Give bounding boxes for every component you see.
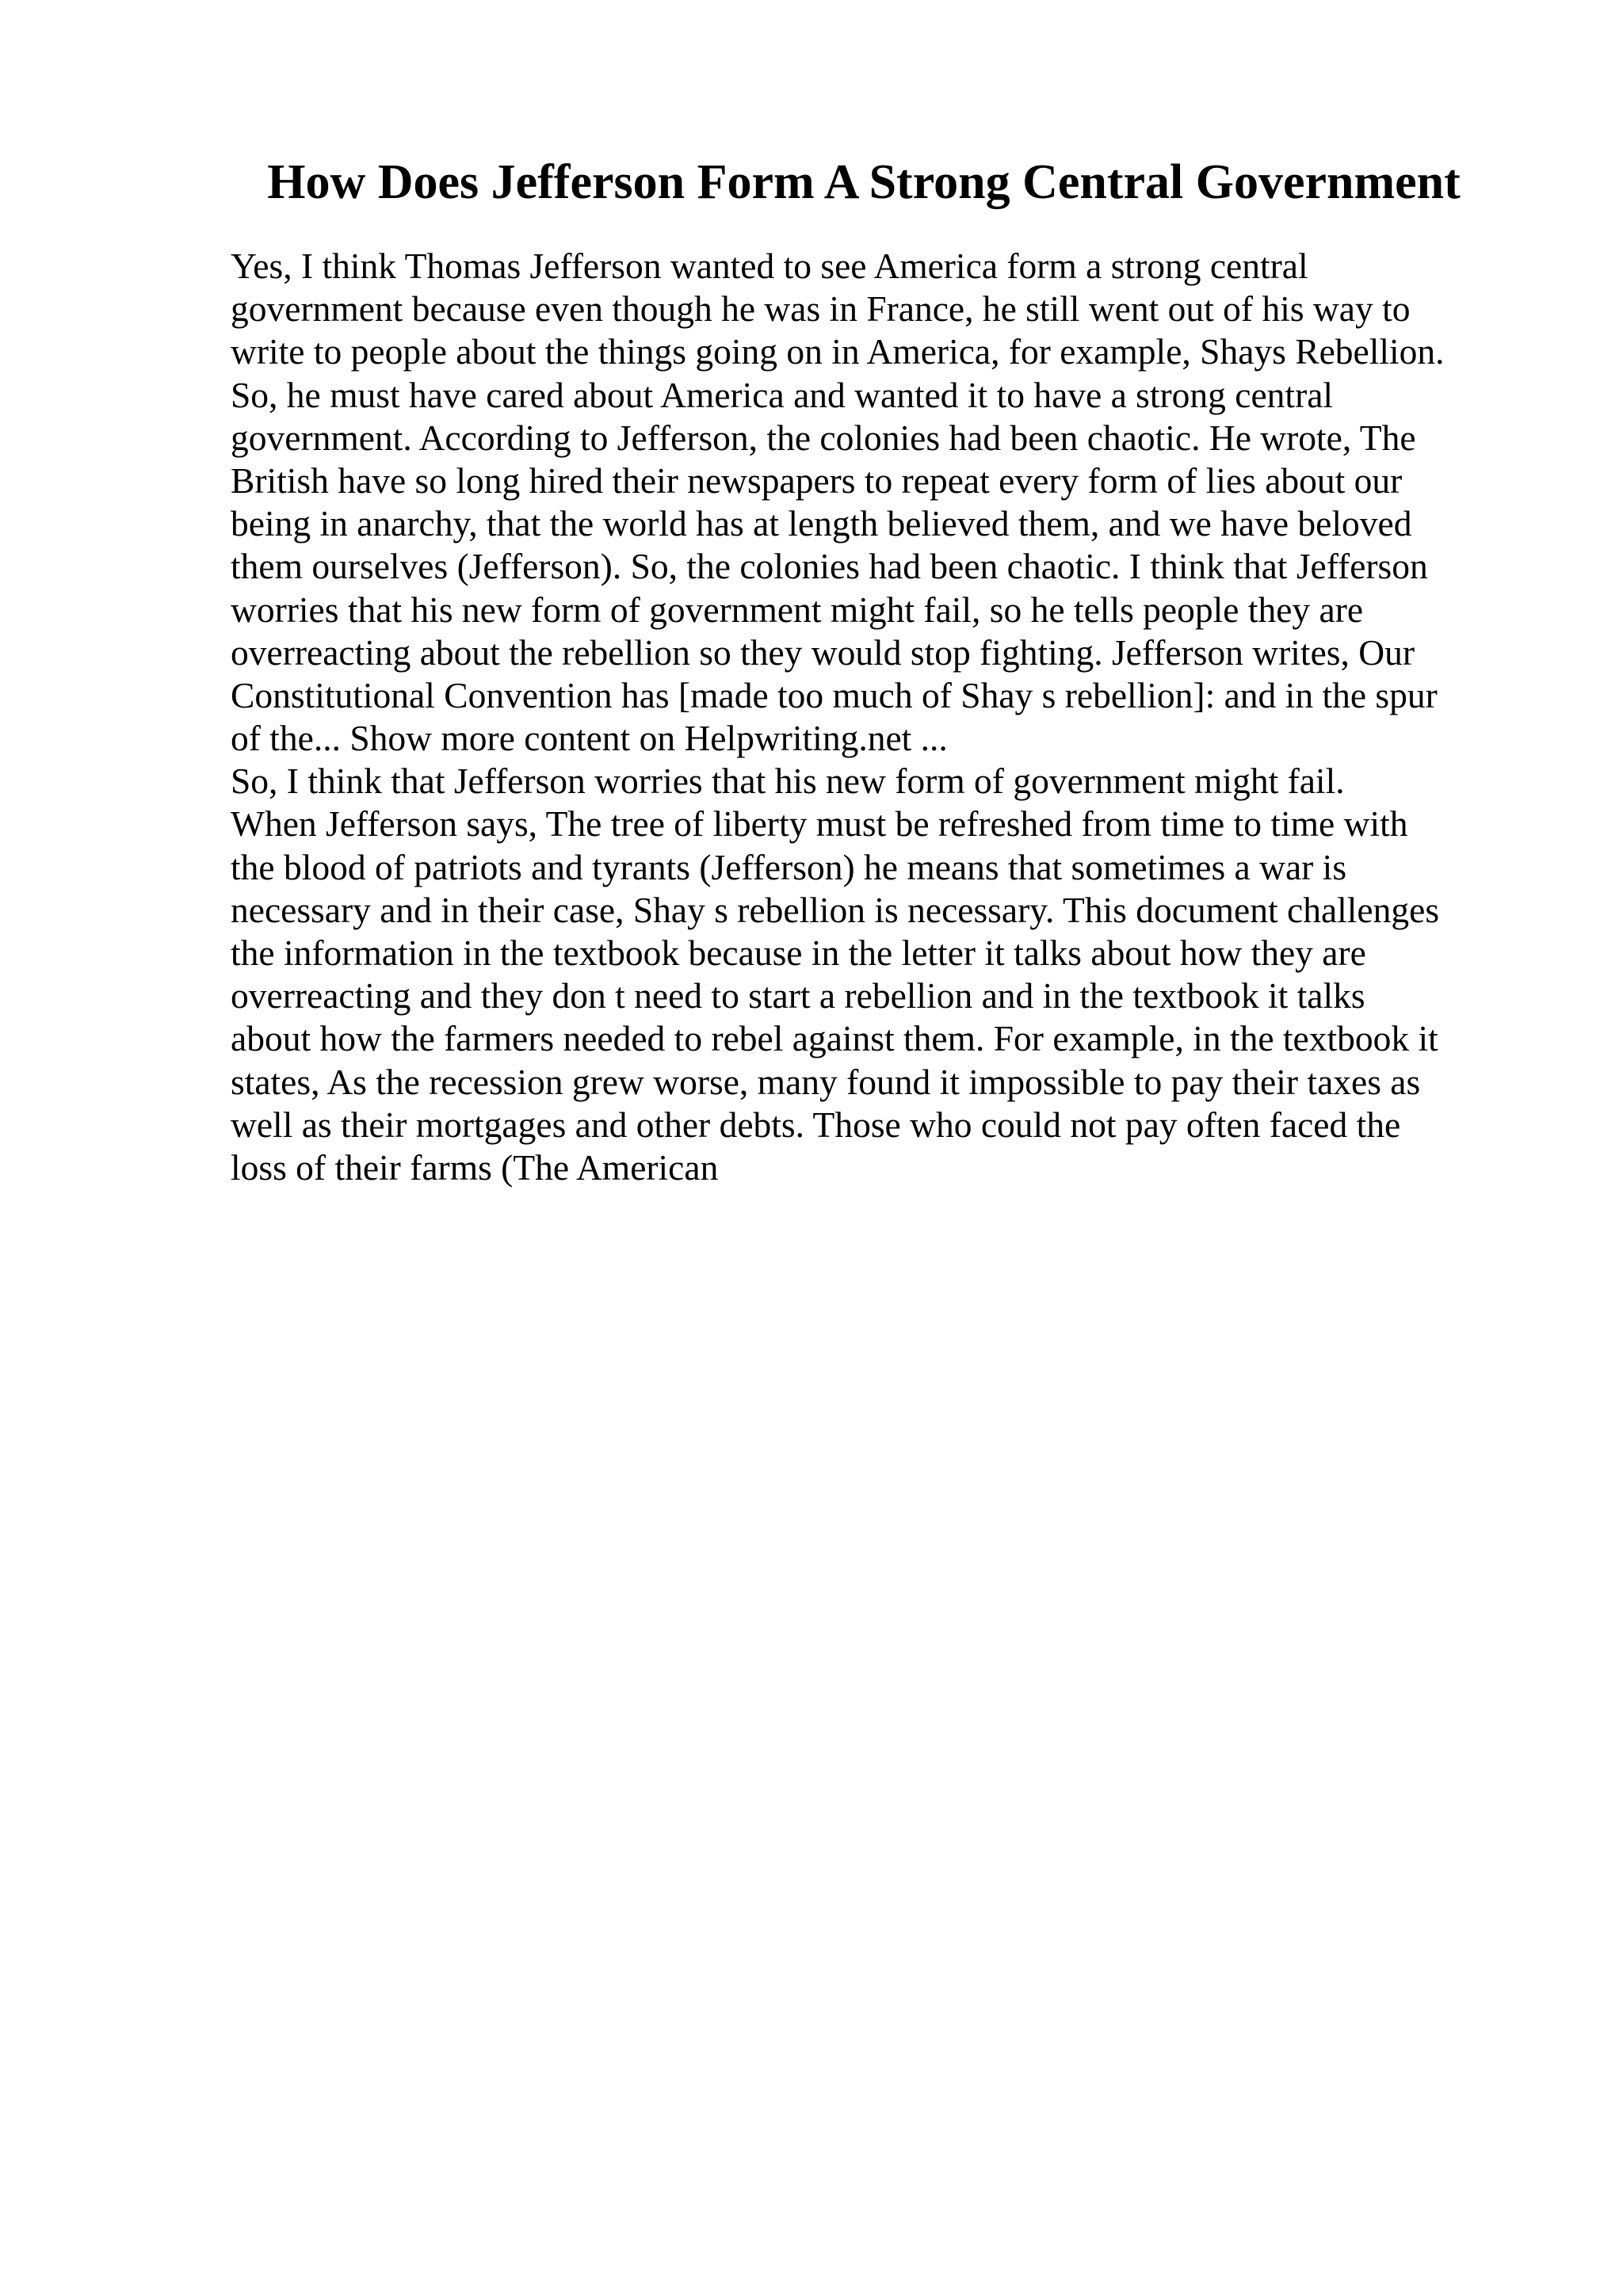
body-line: the information in the textbook because in the letter it talks about how they are (231, 933, 1366, 973)
body-line: overreacting and they don t need to start a rebellion and in the textbook it talks (231, 975, 1365, 1016)
body-line: states, As the recession grew worse, many found it impossible to pay their taxes as (231, 1061, 1421, 1102)
body-line: So, I think that Jefferson worries that his new form of government might fail. (231, 761, 1345, 802)
body-line: When Jefferson says, The tree of liberty must be refreshed from time to time with (231, 803, 1408, 845)
body-line: being in anarchy, that the world has at length believed them, and we have beloved (231, 503, 1412, 544)
body-line: of the... Show more content on Helpwriting.net ... (231, 718, 948, 759)
body-line: them ourselves (Jefferson). So, the colonies had been chaotic. I think that Jefferson (231, 546, 1428, 587)
body-line: about how the farmers needed to rebel against them. For example, in the textbook it (231, 1018, 1438, 1059)
body-line: worries that his new form of government might fail, so he tells people they are (231, 589, 1364, 630)
body-line: well as their mortgages and other debts. Those who could not pay often faced the (231, 1104, 1401, 1145)
document-title: How Does Jefferson Form A Strong Central Government (267, 155, 1461, 209)
body-line: loss of their farms (The American (231, 1146, 719, 1188)
body-line: So, he must have cared about America and wanted it to have a strong central (231, 374, 1334, 415)
body-line: government because even though he was in France, he still went out of his way to (231, 288, 1411, 330)
body-line: Yes, I think Thomas Jefferson wanted to see America form a strong central (231, 246, 1308, 286)
body-line: write to people about the things going on in America, for example, Shays Rebellion. (231, 331, 1445, 372)
body-line: Constitutional Convention has [made too much of Shay s rebellion]: and in the spur (231, 674, 1438, 715)
body-line: government. According to Jefferson, the colonies had been chaotic. He wrote, The (231, 417, 1416, 458)
body-line: the blood of patriots and tyrants (Jefferson) he means that sometimes a war is (231, 846, 1347, 887)
body-line: necessary and in their case, Shay s rebellion is necessary. This document challenges (231, 889, 1440, 930)
body-line: British have so long hired their newspapers to repeat every form of lies about our (231, 460, 1403, 501)
document-body (231, 245, 1503, 1189)
body-line: overreacting about the rebellion so they would stop fighting. Jefferson writes, Our (231, 631, 1415, 673)
